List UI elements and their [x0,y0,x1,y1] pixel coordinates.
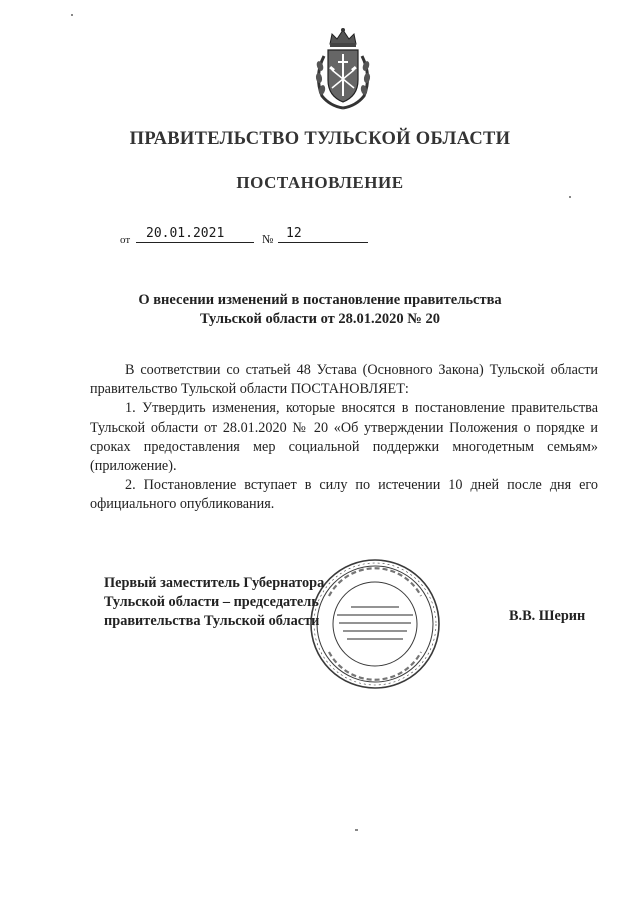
body-paragraph-1: В соответствии со статьей 48 Устава (Основного Закона) Тульской области правительство Тульской области ПОСТАНОВЛЯЕТ: [90,362,598,398]
number-prefix: № [262,232,274,246]
document-subject [0,291,640,329]
subject-line-1: О внесении изменений в постановление правительства [138,292,502,308]
document-type: ПОСТАНОВЛЕНИЕ [236,173,404,192]
document-number: 12 [278,226,368,243]
date-prefix: от [120,234,131,246]
scan-speck [355,829,358,831]
scan-speck [569,196,571,198]
signatory-line-3: правительства Тульской области [104,613,320,629]
coat-of-arms-icon [310,26,376,110]
subject-line-2: Тульской области от 28.01.2020 № 20 [200,311,440,327]
government-name: ПРАВИТЕЛЬСТВО ТУЛЬСКОЙ ОБЛАСТИ [129,129,511,149]
scan-speck [71,14,73,16]
signatory-line-1: Первый заместитель Губернатора [104,575,325,591]
body-paragraph-2: 1. Утвердить изменения, которые вносятся в постановление правительства Тульской области от 28.01.2020 № 20 «Об утверждении Положения о порядке и сроках предоставления мер социальной поддержки многодетным семьям» (приложение). [90,400,598,475]
document-body [90,361,598,515]
signatory-name: В.В. Шерин [509,608,586,624]
signatory-line-2: Тульской области – председатель [104,594,319,610]
document-date: 20.01.2021 [136,226,254,243]
registration-line [120,226,380,246]
signatory-position [104,574,364,631]
body-paragraph-3: 2. Постановление вступает в силу по истечении 10 дней после дня его официального опубликования. [90,477,598,513]
